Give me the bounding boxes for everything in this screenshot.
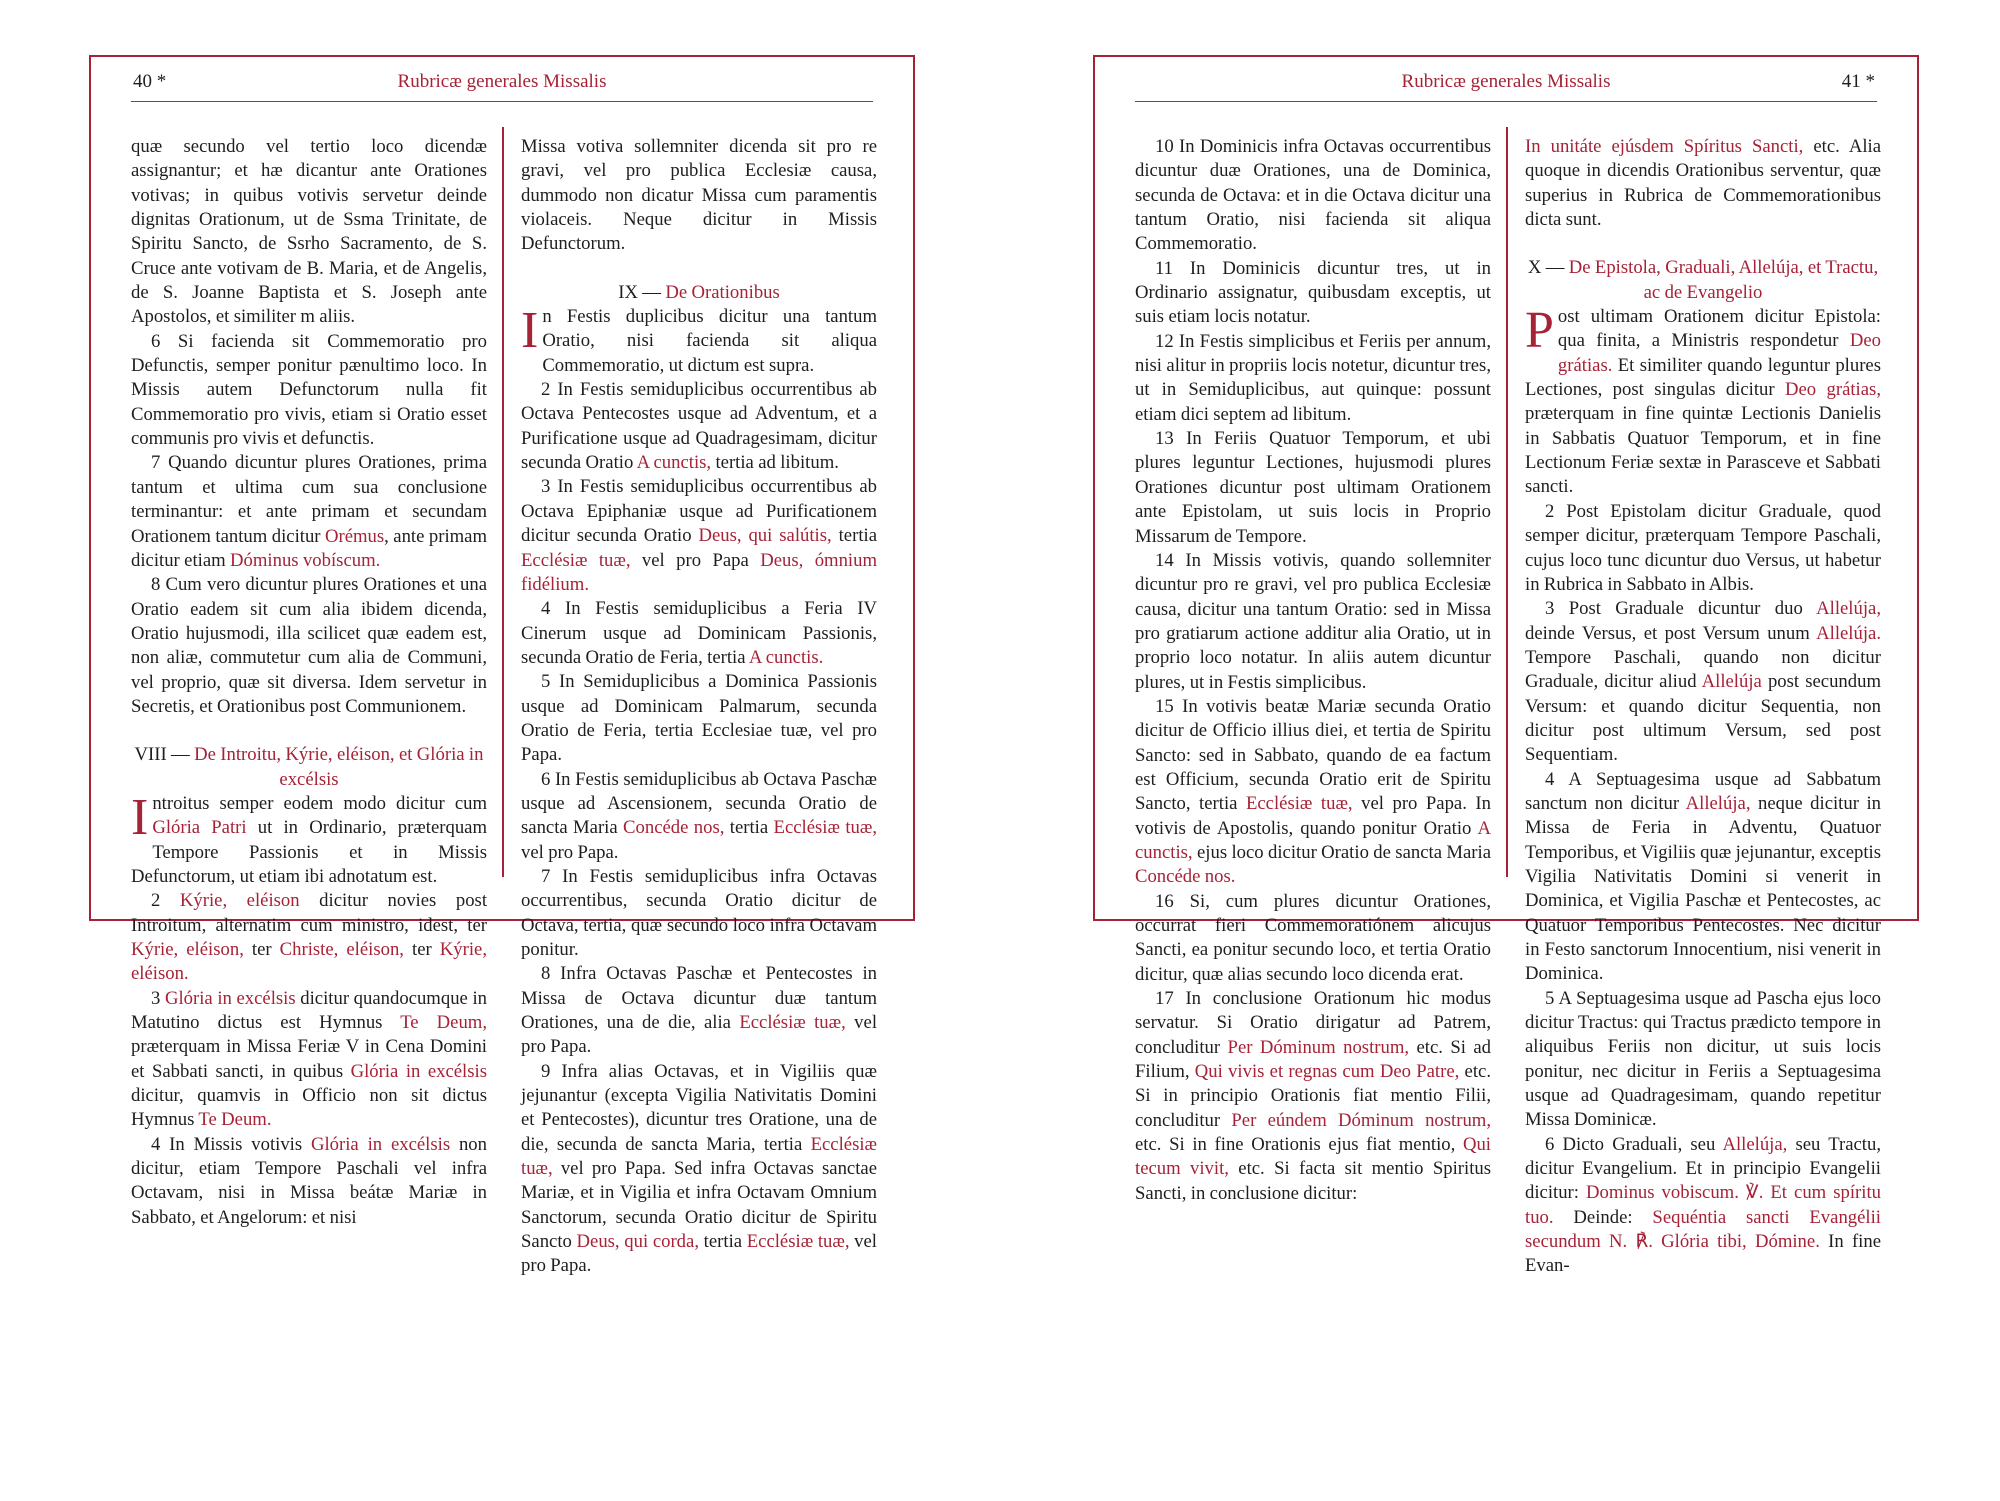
paragraph-orationes-8: 8 Infra Octavas Paschæ et Pentecostes in Missa de Octava dicuntur duæ tantum Orationes, una de die, alia Ecclésiæ tuæ, vel pro Papa. bbox=[521, 963, 878, 1058]
rubric-text: Glória Patri bbox=[152, 817, 247, 839]
paragraph-7: 7 Quando dicuntur plures Orationes, prima tantum et ultima cum sua conclusione terminantur: et ante primam et secundam Orationem tantum dicitur Orémus, ante primam dicitur etiam Dóminus vobíscum. bbox=[131, 452, 487, 571]
paragraph-orationes-15: 15 In votivis beatæ Mariæ secunda Oratio dicitur de Officio illius diei, et tertia de Spiritu Sancto: sed in Sabbato, quando de ea factum est Officium, secunda Oratio erit de Spiritu Sancto, tertia Ecclésiæ tuæ, vel pro Papa. In votivis de Apostolis, quando ponitur Oratio A cunctis, ejus loco dicitur Oratio de sancta Maria Concéde nos. bbox=[1135, 695, 1491, 888]
left-page-header bbox=[131, 71, 873, 102]
drop-cap: I bbox=[131, 788, 149, 846]
paragraph-orationes-3: 3 In Festis semiduplicibus occurrentibus ab Octava Epiphaniæ usque ad Purificationem dicitur secunda Oratio Deus, qui salútis, tertia Ecclésiæ tuæ, vel pro Papa Deus, ómnium fidélium. bbox=[521, 476, 878, 595]
left-page bbox=[89, 55, 915, 1277]
paragraph-orationes-6: 6 In Festis semiduplicibus ab Octava Paschæ usque ad Ascensionem, secunda Oratio de sancta Maria Concéde nos, tertia Ecclésiæ tuæ, vel pro Papa. bbox=[521, 768, 877, 863]
paragraph-epistola-2: 2 Post Epistolam dicitur Graduale, quod semper dicitur, præterquam Tempore Paschali, cujus loco tunc dicuntur duo Versus, ut habetur in Rubrica in Sabbato in Albis. bbox=[1525, 500, 1881, 595]
paragraph-orationes-14: 14 In Missis votivis, quando sollemniter dicuntur pro re gravi, vel pro publica Ecclesiæ causa, dicitur una tantum Oratio: sed in Missa pro gratiarum actione additur alia Oratio, ut in proprio loco notatur. In aliis autem dicuntur plures, ut in Festis simplicibus. bbox=[1135, 549, 1491, 693]
running-title: Rubricæ generales Missalis bbox=[397, 71, 607, 92]
column-divider bbox=[1506, 127, 1508, 877]
paragraph-epistola-6: 6 Dicto Graduali, seu Allelúja, seu Tractu, dicitur Evangelium. Et in principio Evangelii dicitur: Dominus vobiscum. ℣. Et cum spíritu tuo. Deinde: Sequéntia sancti Evangélii secundum N. ℟. Glória tibi, Dómine. In fine Evan- bbox=[1525, 1133, 1882, 1277]
paragraph-epistola-3: 3 Post Graduale dicuntur duo Allelúja, deinde Versus, et post Versum unum Allelúja. Tempore Paschali, quando non dicitur Graduale, dicitur aliud Allelúja post secundum Versum: et quando dicitur Sequentia, non dicitur post ultimum Versum, sed post Sequentiam. bbox=[1525, 598, 1881, 766]
paragraph-epistola-4: 4 A Septuagesima usque ad Sabbatum sanctum non dicitur Allelúja, neque dicitur in Missa de Feria in Adventu, Quatuor Temporibus, et Vigiliis quæ jejunantur, exceptis Vigilia Nativitatis Domini si venerit in Dominica, et Vigilia Paschæ et Pentecostes, ac Quatuor Temporibus Pentecostes. Nec dicitur in Festo sanctorum Innocentium, nisi venerit in Dominica. bbox=[1525, 768, 1881, 985]
paragraph-orationes-17: 17 In conclusione Orationum hic modus servatur. Si Oratio dirigatur ad Patrem, concluditur Per Dóminum nostrum, etc. Si ad Filium, Qui vivis et regnas cum Deo Patre, etc. Si in principio Orationis fiat mentio Filii, concluditur Per eúndem Dóminum nostrum, etc. Si in fine Orationis ejus fiat mentio, Qui tecum vivit, etc. Si facta sit mentio Spiritus Sancti, in conclusione dicitur: bbox=[1135, 988, 1492, 1204]
paragraph-orationes-16: 16 Si, cum plures dicuntur Orationes, occurrat fieri Commemoratiónem alicujus Sancti, ea ponitur secundo loco, et tertia Oratio dicitur, quæ alias secundo loco dicenda erat. bbox=[1135, 890, 1491, 985]
paragraph-orationes-4: 4 In Festis semiduplicibus a Feria IV Cinerum usque ad Dominicam Passionis, secunda Oratio de Feria, tertia A cunctis. bbox=[521, 598, 877, 668]
paragraph-orationes-10: 10 In Dominicis infra Octavas occurrentibus dicuntur duæ Orationes, una de Dominica, secunda de Octava: et in die Octava dicitur una tantum Oratio, nisi facienda sit aliqua Commemoratio. bbox=[1135, 136, 1491, 255]
right-page-header bbox=[1135, 71, 1877, 102]
section-heading-ix: IX — De Orationibus bbox=[618, 281, 780, 303]
paragraph-orationes-1: In Festis duplicibus dicitur una tantum Oratio, nisi facienda sit aliqua Commemoratio, ut dictum est supra. bbox=[521, 302, 877, 376]
paragraph-orationes-12: 12 In Festis simplicibus et Feriis per annum, nisi alitur in propriis locis notetur, dicuntur tres, ut in Semiduplicibus, aut quinque: possunt etiam dici septem ad libitum. bbox=[1135, 330, 1491, 425]
right-column-2 bbox=[1525, 135, 1881, 1279]
paragraph-epistola-1: Post ultimam Orationem dicitur Epistola: qua finita, a Ministris respondetur Deo grátias. Et similiter quando leguntur plures Lectiones, post singulas dicitur Deo grátias, præterquam in fine quintæ Lectionis Danielis in Sabbatis Quatuor Temporum, et in fine Lectionum Feriæ sextæ in Parasceve et Sabbati sancti. bbox=[1525, 302, 1881, 498]
paragraph-orationes-9: 9 Infra alias Octavas, et in Vigiliis quæ jejunantur (excepta Vigilia Nativitatis Domini et Pentecostes), dicuntur tres Oratione, una de die, secunda de sancta Maria, tertia Ecclésiæ tuæ, vel pro Papa. Sed infra Octavas sanctae Mariæ, et in Vigilia et infra Octavam Omnium Sanctorum, secunda Oratio dicitur de Spiritu Sancto Deus, qui corda, tertia Ecclésiæ tuæ, vel pro Papa. bbox=[521, 1060, 877, 1277]
left-column-2 bbox=[521, 135, 877, 1279]
paragraph-gloria-4: 4 In Missis votivis Glória in excélsis non dicitur, etiam Tempore Paschali vel infra Octavam, nisi in Missa beátæ Mariæ in Sabbato, et Angelorum: et nisi bbox=[131, 1133, 487, 1228]
paragraph-epistola-5: 5 A Septuagesima usque ad Pascha ejus loco dicitur Tractus: qui Tractus prædicto tempore in aliquibus Feriis non dicitur, ut suis locis ponitur, nec dicitur in Feriis a Septuagesima usque ad Quadragesimam, quando repetitur Missa Dominicæ. bbox=[1525, 987, 1881, 1131]
paragraph-kyrie: 2 Kýrie, eléison dicitur novies post Introitum, alternatim cum ministro, idest, ter Kýrie, eléison, ter Christe, eléison, ter Kýrie, eléison. bbox=[131, 890, 488, 985]
paragraph-orationes-5: 5 In Semiduplicibus a Dominica Passionis usque ad Dominicam Palmarum, secunda Oratio de Feria, tertia Ecclesiae tuæ, vel pro Papa. bbox=[521, 671, 877, 766]
paragraph: In unitáte ejúsdem Spíritus Sancti, etc. Alia quoque in dicendis Orationibus serventur, quæ superius in Rubrica de Commemorationibus dicta sunt. bbox=[1525, 136, 1881, 231]
paragraph-orationes-13: 13 In Feriis Quatuor Temporum, et ubi plures leguntur Lectiones, hujusmodi plures Orationes dicuntur post ultimam Orationem ante Epistolam, ut suis locis in Proprio Missarum de Tempore. bbox=[1135, 428, 1491, 547]
rubric-text: Dóminus vobíscum. bbox=[230, 549, 381, 571]
paragraph: quæ secundo vel tertio loco dicendæ assignantur; et hæ dicantur ante Orationes votivas; in quibus votivis servetur deinde dignitas Orationum, ut de Ssma Trinitate, de Spiritu Sancto, de Ssrho Sacramento, de S. Cruce ante votivam de B. Maria, et de Angelis, de S. Joanne Baptista et S. Joseph ante Apostolos, et similiter m aliis. bbox=[131, 136, 487, 328]
paragraph-orationes-11: 11 In Dominicis dicuntur tres, ut in Ordinario assignatur, quibusdam exceptis, ut suis etiam locis notatur. bbox=[1135, 257, 1491, 328]
paragraph-introitus: Introitus semper eodem modo dicitur cum Glória Patri ut in Ordinario, præterquam Tempore Passionis et in Missis Defunctorum, ut etiam ibi adnotatum est. bbox=[131, 788, 487, 887]
section-heading-x: X — De Epistola, Graduali, Allelúja, et Tractu, ac de Evangelio bbox=[1527, 257, 1879, 303]
running-title: Rubricæ generales Missalis bbox=[1401, 71, 1611, 92]
page-number: 40 * bbox=[133, 71, 167, 92]
right-column-1 bbox=[1135, 135, 1491, 1206]
paragraph: Missa votiva sollemniter dicenda sit pro re gravi, vel pro publica Ecclesiæ causa, dummodo non dicatur Missa cum paramentis violaceis. Neque dicitur in Missis Defunctorum. bbox=[521, 136, 877, 255]
right-page bbox=[1093, 55, 1919, 1277]
drop-cap: I bbox=[521, 302, 539, 360]
left-column-1 bbox=[131, 135, 487, 1230]
paragraph-6: 6 Si facienda sit Commemoratio pro Defunctis, semper ponitur pænultimo loco. In Missis autem Defunctorum nulla fit Commemoratio pro vivis, etiam si Oratio esset communis pro vivis et defunctis. bbox=[131, 330, 487, 450]
paragraph-orationes-7: 7 In Festis semiduplicibus infra Octavas occurrentibus, secunda Oratio dicitur de Octava, tertia, quæ secundo loco infra Octavam ponitur. bbox=[521, 865, 877, 960]
paragraph-gloria-3: 3 Glória in excélsis dicitur quandocumque in Matutino dictus est Hymnus Te Deum, præterquam in Missa Feriæ V in Cena Domini et Sabbati sancti, in quibus Glória in excélsis dicitur, quamvis in Officio non sit dictus Hymnus Te Deum. bbox=[131, 987, 487, 1131]
section-heading-viii: VIII — De Introitu, Kýrie, eléison, et Glória in excélsis bbox=[134, 744, 484, 790]
drop-cap: P bbox=[1525, 302, 1554, 360]
rubric-text: Orémus bbox=[324, 525, 385, 547]
page-number: 41 * bbox=[1841, 71, 1875, 92]
paragraph-orationes-2: 2 In Festis semiduplicibus occurrentibus ab Octava Pentecostes usque ad Adventum, et a Purificatione usque ad Quadragesimam, dicitur secunda Oratio A cunctis, tertia ad libitum. bbox=[521, 379, 877, 474]
paragraph-8: 8 Cum vero dicuntur plures Orationes et una Oratio eadem sit cum alia ibidem dicenda, Oratio hujusmodi, illa scilicet quæ eadem est, non aliæ, commutetur cum alia de Communi, vel proprio, quæ sit diversa. Idem servetur in Secretis, et Orationibus post Communionem. bbox=[131, 574, 487, 717]
column-divider bbox=[502, 127, 504, 877]
